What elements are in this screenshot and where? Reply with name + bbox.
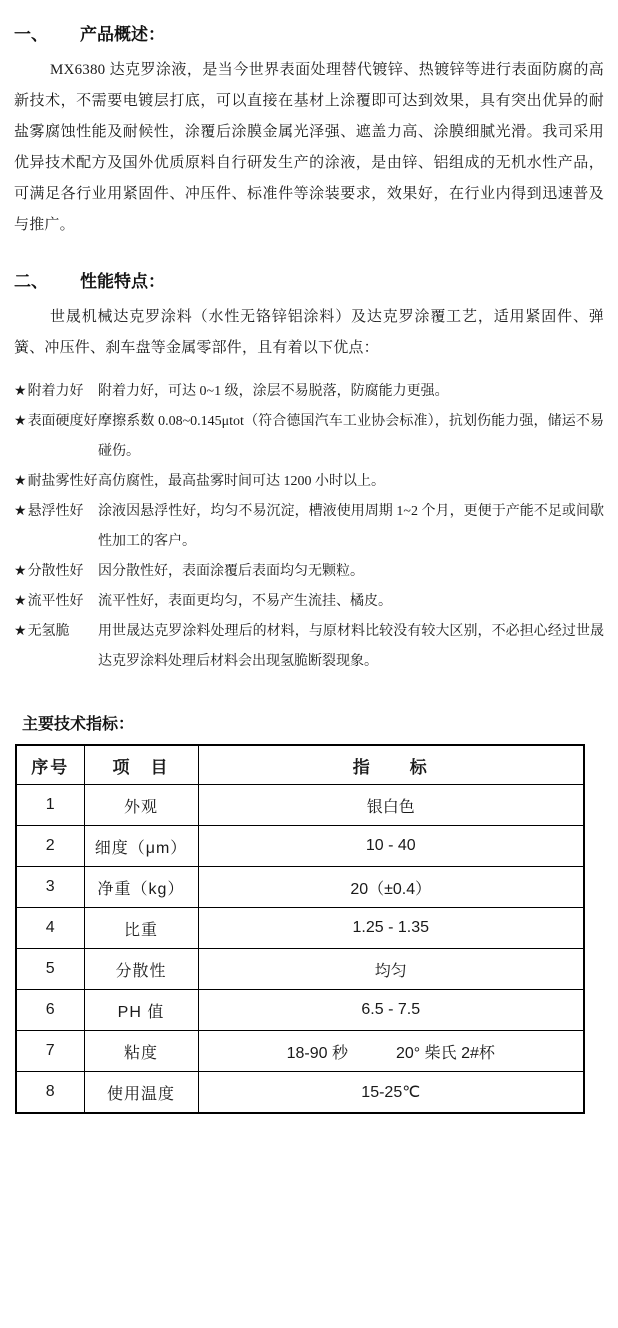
- section1-number: 一、: [14, 25, 48, 44]
- feature-name: 分散性好: [27, 564, 84, 579]
- star-bullet-icon: ★: [14, 594, 27, 609]
- row-index: 4: [16, 908, 84, 949]
- section2-title: 性能特点：: [80, 272, 165, 291]
- row-item: 粘度: [84, 1031, 198, 1072]
- row-value: 6.5 - 7.5: [198, 990, 584, 1031]
- row-value: 15-25℃: [198, 1072, 584, 1114]
- row-index: 1: [16, 785, 84, 826]
- row-item: 分散性: [84, 949, 198, 990]
- feature-item: [14, 407, 604, 467]
- feature-name: 流平性好: [27, 594, 84, 609]
- feature-item: [14, 587, 604, 617]
- row-item: 细度（μm）: [84, 826, 198, 867]
- table-row: [16, 908, 584, 949]
- specs-heading: 主要技术指标：: [22, 716, 135, 733]
- feature-desc: 摩擦系数 0.08~0.145μtot（符合德国汽车工业协会标准），抗划伤能力强，储运不易碰伤。: [98, 414, 604, 459]
- specs-col-value: 指 标: [198, 745, 584, 785]
- table-row: [16, 1072, 584, 1114]
- section1-paragraph: MX6380 达克罗涂液，是当今世界表面处理替代镀锌、热镀锌等进行表面防腐的高新技术，不需要电镀层打底，可以直接在基材上涂覆即可达到效果，具有突出优异的耐盐雾腐蚀性能及耐候性，涂覆后涂膜金属光泽强、遮盖力高、涂膜细腻光滑。我司采用优异技术配方及国外优质原料自行研发生产的涂液，是由锌、铝组成的无机水性产品，可满足各行业用紧固件、冲压件、标准件等涂装要求，效果好，在行业内得到迅速普及与推广。: [14, 62, 604, 233]
- feature-item: [14, 497, 604, 557]
- table-row: [16, 867, 584, 908]
- feature-desc: 用世晟达克罗涂料处理后的材料，与原材料比较没有较大区别，不必担心经过世晟达克罗涂料处理后材料会出现氢脆断裂现象。: [98, 624, 604, 669]
- table-row: [16, 826, 584, 867]
- table-row: [16, 785, 584, 826]
- feature-label: [14, 467, 98, 497]
- feature-desc: 流平性好，表面更均匀，不易产生流挂、橘皮。: [98, 594, 392, 609]
- feature-name: 无氢脆: [27, 624, 70, 639]
- row-value: 20（±0.4）: [198, 867, 584, 908]
- feature-desc: 附着力好，可达 0~1 级，涂层不易脱落，防腐能力更强。: [98, 384, 449, 399]
- row-value: 18-90 秒 20° 柴氏 2#杯: [198, 1031, 584, 1072]
- section2-number: 二、: [14, 272, 48, 291]
- specs-table: [15, 744, 585, 1114]
- star-bullet-icon: ★: [14, 384, 27, 399]
- star-bullet-icon: ★: [14, 504, 27, 519]
- feature-desc: 涂液因悬浮性好，均匀不易沉淀，槽液使用周期 1~2 个月，更便于产能不足或间歇性加工的客户。: [98, 504, 604, 549]
- table-row: [16, 1031, 584, 1072]
- section2-heading: [14, 271, 604, 293]
- row-index: 7: [16, 1031, 84, 1072]
- feature-name: 附着力好: [27, 384, 84, 399]
- row-item: 比重: [84, 908, 198, 949]
- row-value: 1.25 - 1.35: [198, 908, 584, 949]
- feature-item: [14, 377, 604, 407]
- row-item: PH 值: [84, 990, 198, 1031]
- star-bullet-icon: ★: [14, 564, 27, 579]
- row-item: 净重（kg）: [84, 867, 198, 908]
- feature-label: [14, 557, 98, 587]
- star-bullet-icon: ★: [14, 414, 27, 429]
- row-index: 3: [16, 867, 84, 908]
- feature-list: [14, 377, 604, 677]
- star-bullet-icon: ★: [14, 474, 27, 489]
- feature-name: 表面硬度好: [27, 414, 98, 429]
- feature-label: [14, 497, 98, 527]
- star-bullet-icon: ★: [14, 624, 27, 639]
- feature-label: [14, 377, 98, 407]
- row-index: 6: [16, 990, 84, 1031]
- feature-desc: 高仿腐性，最高盐雾时间可达 1200 小时以上。: [98, 474, 385, 489]
- row-index: 2: [16, 826, 84, 867]
- specs-col-item: 项 目: [84, 745, 198, 785]
- row-value: 均匀: [198, 949, 584, 990]
- specs-header-row: [16, 745, 584, 785]
- table-row: [16, 990, 584, 1031]
- row-index: 8: [16, 1072, 84, 1114]
- specs-col-index: 序号: [16, 745, 84, 785]
- row-value: 10 - 40: [198, 826, 584, 867]
- feature-name: 耐盐雾性好: [27, 474, 98, 489]
- feature-label: [14, 587, 98, 617]
- feature-name: 悬浮性好: [27, 504, 84, 519]
- row-index: 5: [16, 949, 84, 990]
- row-item: 使用温度: [84, 1072, 198, 1114]
- row-value: 银白色: [198, 785, 584, 826]
- row-item: 外观: [84, 785, 198, 826]
- feature-item: [14, 557, 604, 587]
- feature-item: [14, 617, 604, 677]
- table-row: [16, 949, 584, 990]
- section1-title: 产品概述：: [80, 25, 165, 44]
- section2-intro-paragraph: 世晟机械达克罗涂料（水性无铬锌铝涂料）及达克罗涂覆工艺，适用紧固件、弹簧、冲压件、刹车盘等金属零部件，且有着以下优点：: [14, 309, 604, 356]
- feature-desc: 因分散性好，表面涂覆后表面均匀无颗粒。: [98, 564, 364, 579]
- feature-item: [14, 467, 604, 497]
- section1-heading: [14, 24, 604, 46]
- feature-label: [14, 407, 98, 437]
- feature-label: [14, 617, 98, 647]
